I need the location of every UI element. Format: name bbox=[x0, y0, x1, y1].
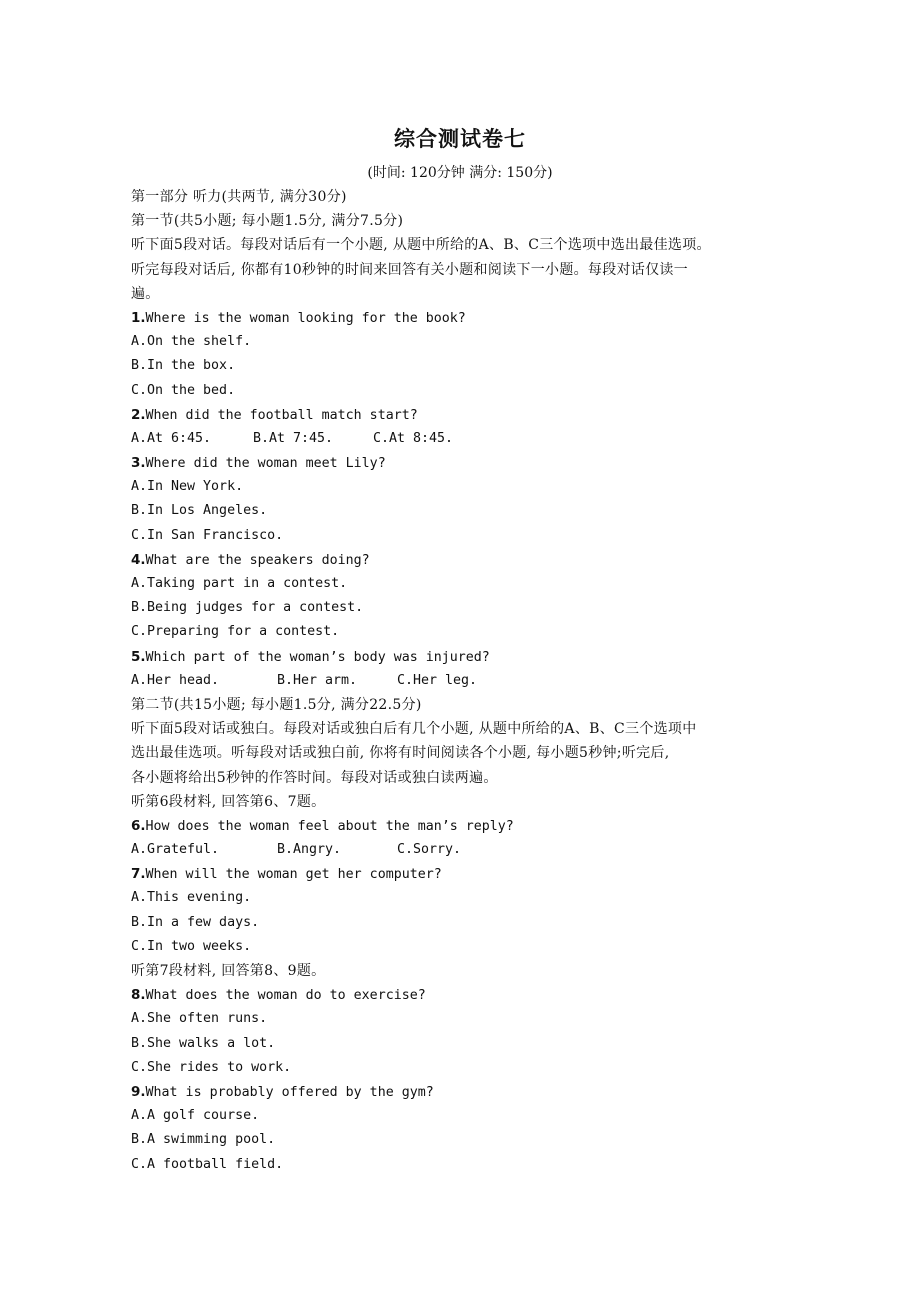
option-b: B.In the box. bbox=[131, 358, 236, 374]
section1-instruction-line: 听下面5段对话。每段对话后有一个小题, 从题中所给的A、B、C三个选项中选出最佳选项。 bbox=[131, 237, 711, 254]
question-6 bbox=[131, 814, 801, 838]
option-c: C.She rides to work. bbox=[131, 1059, 292, 1075]
question-number: 5. bbox=[131, 648, 146, 665]
option-b: B.She walks a lot. bbox=[131, 1035, 276, 1051]
question-text: How does the woman feel about the man’s reply? bbox=[145, 818, 514, 834]
option-b: B.Being judges for a contest. bbox=[131, 600, 364, 616]
question-number: 3. bbox=[131, 455, 146, 472]
question-number: 1. bbox=[131, 309, 146, 326]
option-a: A.She often runs. bbox=[131, 1011, 268, 1027]
options-row bbox=[131, 669, 801, 693]
exam-content bbox=[131, 185, 801, 1177]
section1-heading: 第一节(共5小题; 每小题1.5分, 满分7.5分) bbox=[131, 213, 404, 230]
question-8 bbox=[131, 983, 801, 1007]
question-text: When will the woman get her computer? bbox=[145, 867, 442, 883]
section2-instruction-line: 各小题将给出5秒钟的作答时间。每段对话或独白读两遍。 bbox=[131, 769, 498, 786]
question-4 bbox=[131, 548, 801, 572]
material-7-heading: 听第7段材料, 回答第8、9题。 bbox=[131, 963, 326, 979]
question-text: Which part of the woman’s body was injured? bbox=[145, 649, 490, 665]
question-number: 6. bbox=[131, 817, 146, 834]
question-text: What is probably offered by the gym? bbox=[145, 1084, 434, 1100]
question-number: 7. bbox=[131, 866, 146, 883]
question-number: 9. bbox=[131, 1083, 146, 1100]
options-row bbox=[131, 427, 801, 451]
option-c: C.Sorry. bbox=[397, 842, 462, 858]
option-b: B.At 7:45. bbox=[253, 430, 334, 446]
option-c: C.A football field. bbox=[131, 1156, 284, 1172]
option-c: C.In two weeks. bbox=[131, 938, 252, 954]
option-b: B.Angry. bbox=[277, 842, 342, 858]
option-b: B.Her arm. bbox=[277, 672, 358, 688]
section2-heading: 第二节(共15小题; 每小题1.5分, 满分22.5分) bbox=[131, 696, 422, 713]
option-a: A.On the shelf. bbox=[131, 334, 252, 350]
option-a: A.At 6:45. bbox=[131, 430, 212, 446]
option-b: B.In a few days. bbox=[131, 914, 260, 930]
question-3 bbox=[131, 451, 801, 475]
question-5 bbox=[131, 645, 801, 669]
exam-time-score: (时间: 120分钟 满分: 150分) bbox=[367, 165, 553, 181]
question-text: When did the football match start? bbox=[145, 407, 418, 423]
part1-heading: 第一部分 听力(共两节, 满分30分) bbox=[131, 189, 347, 205]
option-a: A.In New York. bbox=[131, 479, 244, 495]
question-text: Where did the woman meet Lily? bbox=[145, 456, 386, 472]
section2-instruction-line: 选出最佳选项。听每段对话或独白前, 你将有时间阅读各个小题, 每小题5秒钟;听完后, bbox=[131, 745, 670, 762]
question-9 bbox=[131, 1080, 801, 1104]
options-row bbox=[131, 838, 801, 862]
question-number: 8. bbox=[131, 987, 146, 1004]
option-a: A.Her head. bbox=[131, 672, 220, 688]
page-title: 综合测试卷七 bbox=[394, 126, 526, 151]
option-c: C.On the bed. bbox=[131, 382, 236, 398]
section1-instruction-line: 听完每段对话后, 你都有10秒钟的时间来回答有关小题和阅读下一小题。每段对话仅读一 bbox=[131, 261, 689, 278]
option-c: C.Preparing for a contest. bbox=[131, 624, 340, 640]
question-number: 2. bbox=[131, 406, 146, 423]
option-a: A.A golf course. bbox=[131, 1108, 260, 1124]
option-c: C.Her leg. bbox=[397, 672, 478, 688]
material-6-heading: 听第6段材料, 回答第6、7题。 bbox=[131, 793, 326, 810]
section2-instruction-line: 听下面5段对话或独白。每段对话或独白后有几个小题, 从题中所给的A、B、C三个选项中 bbox=[131, 721, 697, 738]
question-1 bbox=[131, 306, 801, 330]
option-c: C.In San Francisco. bbox=[131, 527, 284, 543]
question-7 bbox=[131, 862, 801, 886]
question-2 bbox=[131, 403, 801, 427]
option-a: A.This evening. bbox=[131, 890, 252, 906]
option-c: C.At 8:45. bbox=[373, 430, 454, 446]
option-b: B.In Los Angeles. bbox=[131, 503, 268, 519]
question-number: 4. bbox=[131, 551, 146, 568]
option-a: A.Grateful. bbox=[131, 842, 220, 858]
question-text: What does the woman do to exercise? bbox=[145, 988, 426, 1004]
section1-instruction-line: 遍。 bbox=[131, 285, 160, 302]
option-a: A.Taking part in a contest. bbox=[131, 576, 348, 591]
option-b: B.A swimming pool. bbox=[131, 1132, 276, 1148]
question-text: Where is the woman looking for the book? bbox=[145, 310, 466, 326]
question-text: What are the speakers doing? bbox=[145, 552, 370, 568]
